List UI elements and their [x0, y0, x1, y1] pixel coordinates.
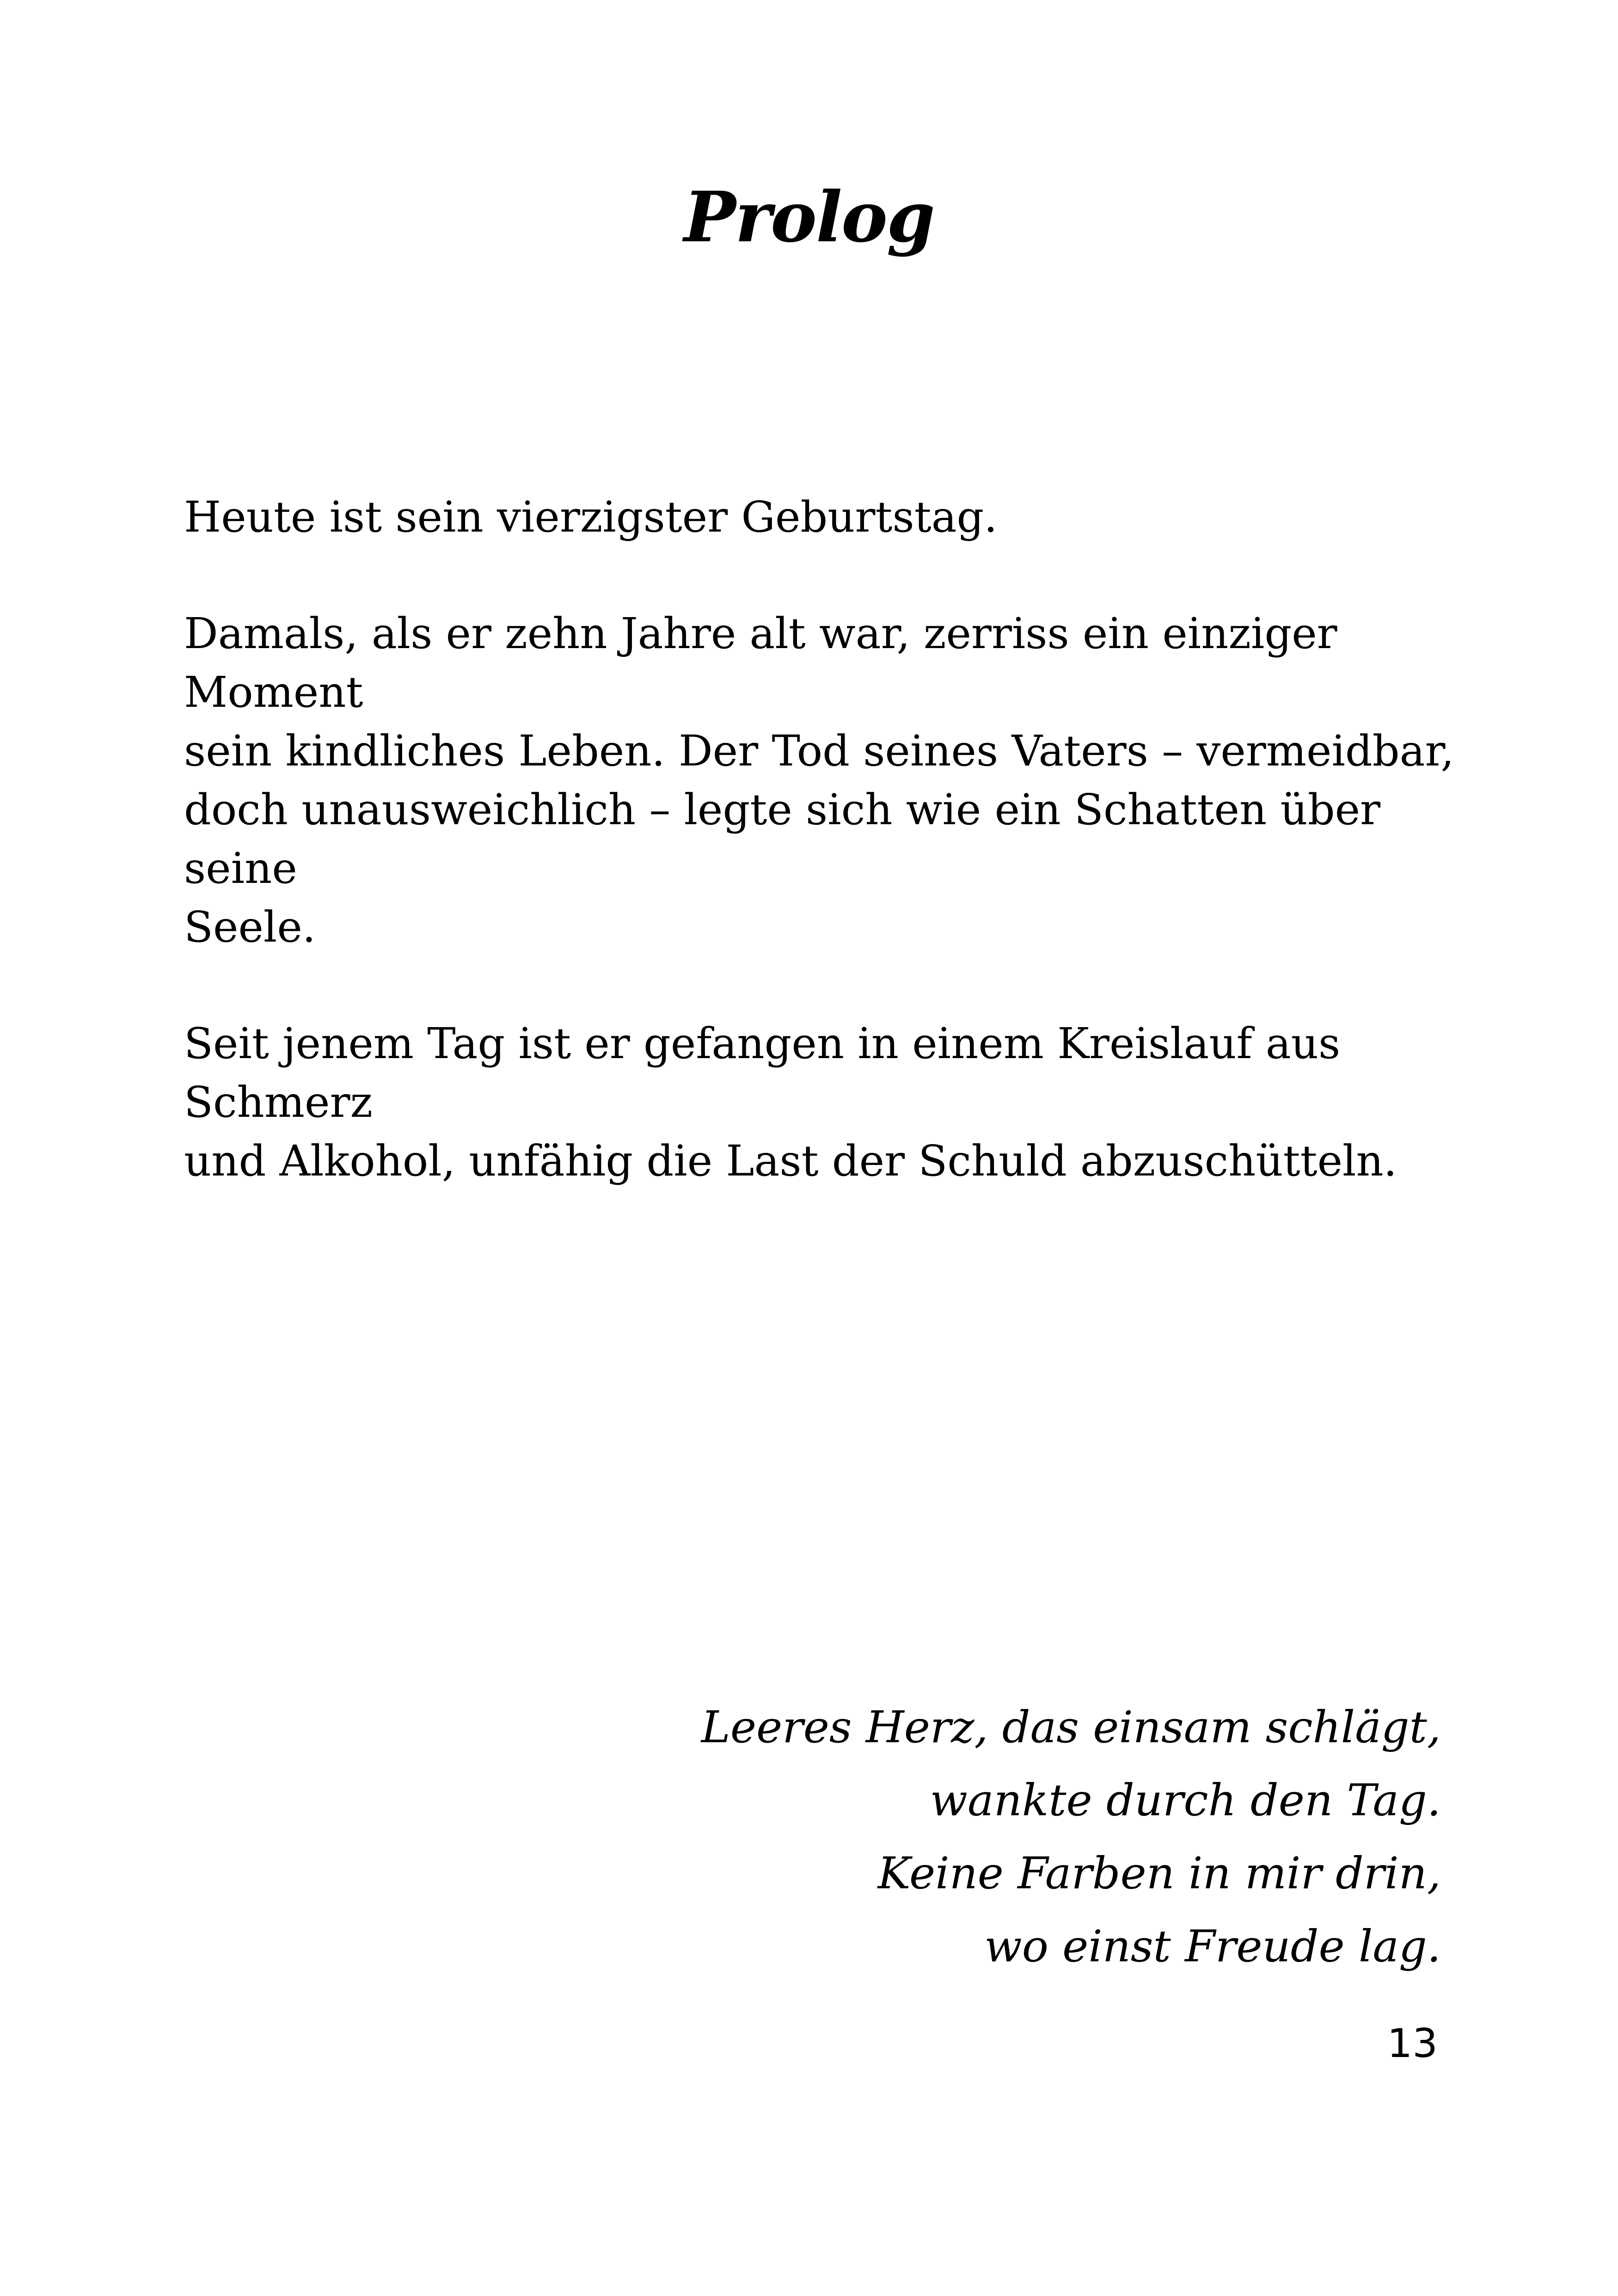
poem-line-3: Keine Farben in mir drin,: [877, 1848, 1441, 1899]
page-number: 13: [1387, 2020, 1438, 2067]
poem-verse: [609, 1691, 1441, 1983]
paragraph-3: Seit jenem Tag ist er gefangen in einem Kreislauf aus Schmerz und Alkohol, unfähig die Last der Schuld abzuschütteln.: [184, 1019, 1397, 1186]
paragraph-2: Damals, als er zehn Jahre alt war, zerriss ein einziger Moment sein kindliches Leben. Der Tod seines Vaters – vermeidbar, doch unausweichlich – legte sich wie ein Schatten über seine Seele.: [184, 609, 1454, 952]
chapter-title: Prolog: [684, 177, 934, 258]
poem-line-4: wo einst Freude lag.: [984, 1921, 1441, 1972]
paragraph-1: Heute ist sein vierzigster Geburtstag.: [184, 492, 998, 542]
poem-line-1: Leeres Herz, das einsam schlägt,: [701, 1702, 1441, 1753]
prologue-body: [184, 488, 1460, 1248]
poem-line-2: wankte durch den Tag.: [930, 1775, 1441, 1826]
